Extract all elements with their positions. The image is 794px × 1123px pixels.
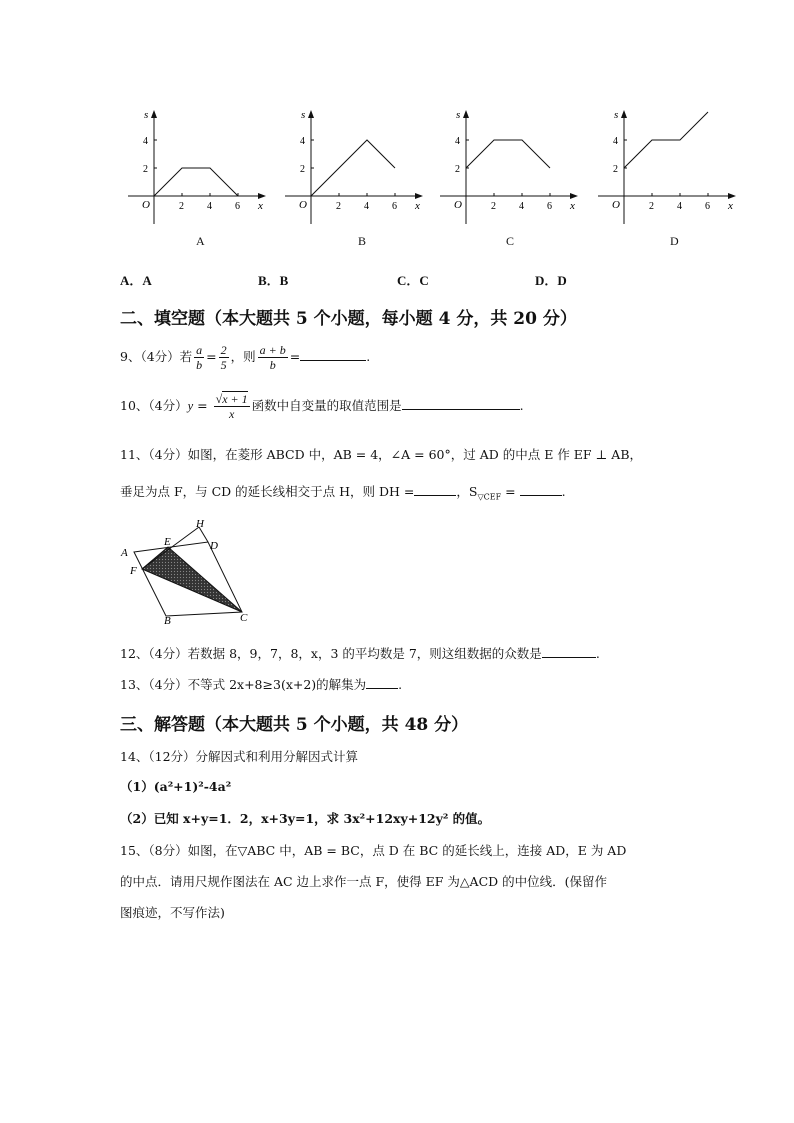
graph-line bbox=[624, 112, 708, 168]
label-b: B bbox=[164, 615, 171, 627]
graph-c-svg bbox=[430, 104, 590, 229]
graph-b-svg bbox=[275, 104, 435, 229]
graph-c-label: C bbox=[506, 234, 515, 248]
q14-part-2: （2）已知 x+y=1．2，x+3y=1，求 3x²+12xy+12y² 的值。 bbox=[120, 811, 491, 826]
question-10: 10、（4分）y = $\frac{√x + 1}{x}$ 函数中自变量的取值范围是 . bbox=[120, 392, 524, 421]
label-e: E bbox=[164, 536, 171, 548]
y-tick-label: 4 bbox=[613, 136, 618, 147]
x-tick-label: 2 bbox=[649, 201, 654, 212]
rhombus-figure bbox=[116, 516, 266, 632]
q14-heading: 14、（12分）分解因式和利用分解因式计算 bbox=[120, 749, 359, 764]
q11-line-1: 11、（4分）如图，在菱形 ABCD 中，AB = 4，∠A = 60°，过 AD 的中点 E 作 EF ⊥ AB， bbox=[120, 447, 643, 462]
question-9: 9、（4分）若 $\frac{a}{b}$ = $\frac{2}{5}$ ，则 $\frac{a + b}{b}$ = . bbox=[120, 343, 371, 372]
y-tick-label: 2 bbox=[300, 164, 305, 175]
q11-sub: ▽CEF bbox=[477, 492, 502, 502]
y-arrow bbox=[151, 110, 157, 118]
question-12 bbox=[120, 645, 600, 663]
x-arrow bbox=[258, 193, 266, 199]
graph-d-svg bbox=[588, 104, 748, 229]
graph-b-label: B bbox=[358, 234, 367, 248]
q13-suffix: . bbox=[398, 677, 403, 692]
x-axis-label: x bbox=[570, 200, 575, 212]
q15-line-1: 15、（8分）如图，在▽ABC 中，AB = BC，点 D 在 BC 的延长线上，连接 AD，E 为 AD bbox=[120, 843, 627, 858]
q13-answer-blank[interactable] bbox=[366, 676, 398, 689]
graph-d-label: D bbox=[670, 234, 679, 248]
y-tick-label: 2 bbox=[455, 164, 460, 175]
y-tick-label: 4 bbox=[300, 136, 305, 147]
graph-a bbox=[118, 104, 278, 229]
q10-prefix: 10、（4分） bbox=[120, 398, 188, 413]
x-tick-label: 6 bbox=[547, 201, 552, 212]
x-tick-label: 4 bbox=[207, 201, 212, 212]
graph-b bbox=[275, 104, 435, 229]
graph-a-svg bbox=[118, 104, 278, 229]
y-arrow bbox=[621, 110, 627, 118]
q11-line2a: 垂足为点 F，与 CD 的延长线相交于点 H，则 DH = bbox=[120, 484, 415, 499]
q11-line2b: ，S bbox=[456, 484, 478, 499]
label-a: A bbox=[121, 547, 128, 559]
q12-text: 12、（4分）若数据 8，9，7，8，x，3 的平均数是 7，则这组数据的众数是 bbox=[120, 646, 542, 661]
x-axis-label: x bbox=[415, 200, 420, 212]
origin-label: O bbox=[299, 199, 307, 211]
graph-d bbox=[588, 104, 748, 229]
y-axis-label: s bbox=[301, 109, 306, 121]
q14-part-1: （1）(a²+1)²-4a² bbox=[120, 779, 232, 794]
y-axis-label: s bbox=[456, 109, 461, 121]
q15-line-2: 的中点．请用尺规作图法在 AC 边上求作一点 F，使得 EF 为△ACD 的中位线．(保留作 bbox=[120, 874, 608, 889]
y-arrow bbox=[308, 110, 314, 118]
x-tick-label: 2 bbox=[336, 201, 341, 212]
q9-answer-blank[interactable] bbox=[300, 348, 366, 361]
y-tick-label: 4 bbox=[455, 136, 460, 147]
x-arrow bbox=[728, 193, 736, 199]
q9-den-5: 5 bbox=[220, 358, 227, 372]
y-tick-label: 4 bbox=[143, 136, 148, 147]
y-tick-label: 2 bbox=[613, 164, 618, 175]
graph-line bbox=[466, 140, 550, 168]
label-h: H bbox=[196, 518, 204, 530]
option-d[interactable]: D．D bbox=[535, 273, 567, 288]
q9-frac-apb bbox=[258, 343, 288, 372]
option-b[interactable]: B．B bbox=[258, 273, 289, 288]
q9-num-apb: a + b bbox=[259, 343, 286, 357]
q10-suffix: . bbox=[519, 398, 524, 413]
x-tick-label: 6 bbox=[392, 201, 397, 212]
graph-c bbox=[430, 104, 590, 229]
label-d: D bbox=[210, 540, 218, 552]
y-axis-label: s bbox=[614, 109, 619, 121]
graph-line bbox=[154, 168, 238, 196]
x-arrow bbox=[415, 193, 423, 199]
question-13 bbox=[120, 676, 402, 694]
q15-line-3: 图痕迹，不写作法) bbox=[120, 905, 225, 920]
x-tick-label: 6 bbox=[235, 201, 240, 212]
q10-num: √x + 1 bbox=[215, 392, 248, 406]
option-c[interactable]: C．C bbox=[397, 273, 429, 288]
question-11-line2: 垂足为点 F，与 CD 的延长线相交于点 H，则 DH = ，$S_{▽CEF}$ = . bbox=[120, 484, 566, 502]
x-axis-label: x bbox=[728, 200, 733, 212]
label-f: F bbox=[130, 565, 137, 577]
origin-label: O bbox=[142, 199, 150, 211]
q9-mid: ，则 bbox=[230, 349, 256, 364]
q10-sqrt: x + 1 bbox=[222, 392, 248, 406]
q9-den-b2: b bbox=[269, 358, 276, 372]
y-arrow bbox=[463, 110, 469, 118]
q10-answer-blank[interactable] bbox=[402, 397, 520, 410]
q9-num-2: 2 bbox=[220, 343, 227, 357]
q9-suffix: . bbox=[366, 349, 371, 364]
q12-answer-blank[interactable] bbox=[542, 645, 596, 658]
graph-a-label: A bbox=[196, 234, 205, 248]
x-tick-label: 4 bbox=[677, 201, 682, 212]
q11-dh-blank[interactable] bbox=[414, 483, 456, 496]
q9-frac-25 bbox=[219, 343, 229, 372]
q10-text: 函数中自变量的取值范围是 bbox=[251, 398, 402, 413]
q13-text: 13、（4分）不等式 2x+8≥3(x+2)的解集为 bbox=[120, 677, 367, 692]
q10-frac bbox=[214, 392, 250, 421]
x-arrow bbox=[570, 193, 578, 199]
x-axis-label: x bbox=[258, 200, 263, 212]
y-axis-label: s bbox=[144, 109, 149, 121]
graph-line bbox=[311, 140, 395, 196]
q10-y: y bbox=[187, 399, 194, 413]
q11-area-blank[interactable] bbox=[520, 483, 562, 496]
q9-num-a: a bbox=[196, 343, 203, 357]
section-3-title: 三、解答题（本大题共 5 个小题，共 48 分） bbox=[120, 715, 469, 735]
origin-label: O bbox=[454, 199, 462, 211]
q9-prefix: 9、（4分）若 bbox=[120, 349, 193, 364]
x-tick-label: 6 bbox=[705, 201, 710, 212]
label-c: C bbox=[240, 612, 248, 624]
y-tick-label: 2 bbox=[143, 164, 148, 175]
q11-line2c: = bbox=[501, 484, 516, 499]
q9-den-b: b bbox=[196, 358, 203, 372]
q12-suffix: . bbox=[595, 646, 600, 661]
rhombus-svg bbox=[116, 516, 266, 628]
x-tick-label: 4 bbox=[519, 201, 524, 212]
section-2-title: 二、填空题（本大题共 5 个小题，每小题 4 分，共 20 分） bbox=[120, 309, 577, 329]
triangle-cef bbox=[142, 547, 242, 612]
option-a[interactable]: A．A bbox=[120, 273, 152, 288]
q10-den: x bbox=[228, 407, 235, 421]
x-tick-label: 2 bbox=[491, 201, 496, 212]
origin-label: O bbox=[612, 199, 620, 211]
q9-frac-ab bbox=[194, 343, 204, 372]
x-tick-label: 2 bbox=[179, 201, 184, 212]
x-tick-label: 4 bbox=[364, 201, 369, 212]
